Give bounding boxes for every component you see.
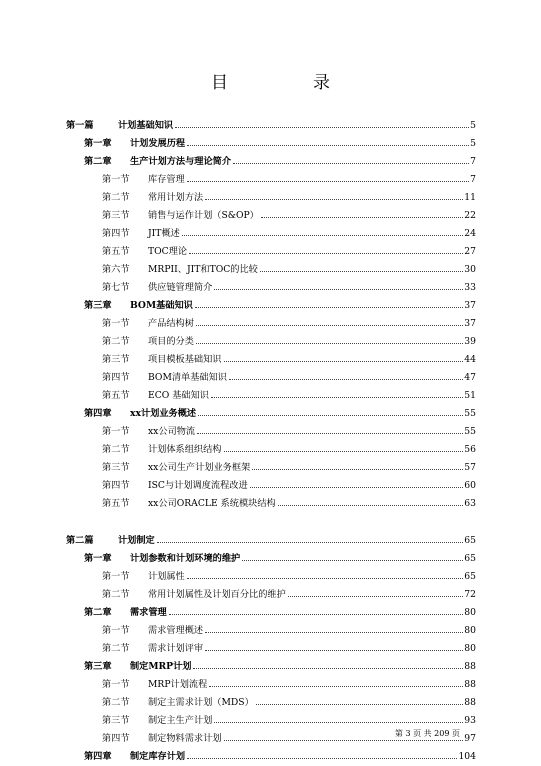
toc-entry-number: 第一节	[102, 174, 130, 185]
toc-entry-number: 第二节	[102, 697, 130, 708]
toc-entry-page: 24	[464, 228, 476, 239]
toc-entry-page: 56	[464, 444, 476, 455]
toc-entry[interactable]	[66, 221, 476, 239]
toc-entry-label: 计划参数和计划环境的维护	[130, 553, 241, 564]
toc-entry[interactable]	[66, 347, 476, 365]
toc-entry[interactable]	[66, 383, 476, 401]
toc-entry[interactable]	[66, 185, 476, 203]
toc-entry[interactable]	[66, 491, 476, 509]
toc-entry-page: 80	[464, 625, 476, 636]
toc-entry-page: 33	[464, 282, 476, 293]
toc-entry-label: 制定库存计划	[130, 751, 186, 762]
dot-leader	[169, 613, 464, 615]
dot-leader	[189, 252, 463, 254]
toc-entry[interactable]	[66, 528, 476, 546]
toc-entry-page: 5	[470, 120, 476, 131]
toc-entry-label: BOM清单基础知识	[148, 372, 227, 383]
dot-leader	[214, 721, 463, 723]
toc-entry-number: 第五节	[102, 246, 130, 257]
toc-entry-label: ISC与计划调度流程改进	[148, 480, 248, 491]
toc-entry[interactable]	[66, 636, 476, 654]
toc-entry-page: 37	[464, 318, 476, 329]
toc-entry-page: 88	[464, 697, 476, 708]
dot-leader	[193, 667, 463, 669]
toc-entry[interactable]	[66, 744, 476, 762]
toc-entry[interactable]	[66, 600, 476, 618]
toc-entry-number: 第三章	[84, 300, 112, 311]
toc-entry[interactable]	[66, 167, 476, 185]
toc-entry-label: 制定主生产计划	[148, 715, 213, 726]
toc-entry[interactable]	[66, 275, 476, 293]
toc-entry-page: 27	[464, 246, 476, 257]
toc-entry-label: TOC理论	[148, 246, 188, 257]
dot-leader	[187, 180, 469, 182]
toc-entry-label: ECO 基础知识	[148, 390, 209, 401]
toc-entry-number: 第七节	[102, 282, 130, 293]
toc-entry-page: 80	[464, 643, 476, 654]
toc-entry[interactable]	[66, 113, 476, 131]
toc-entry-page: 60	[464, 480, 476, 491]
toc-entry-number: 第一节	[102, 571, 130, 582]
toc-entry[interactable]	[66, 546, 476, 564]
toc-entry-page: 55	[464, 408, 476, 419]
toc-entry-page: 57	[464, 462, 476, 473]
toc-entry-label: xx公司物流	[148, 426, 196, 437]
toc-entry-label: 需求管理概述	[148, 625, 204, 636]
toc-entry-label: 项目的分类	[148, 336, 194, 347]
toc-entry[interactable]	[66, 672, 476, 690]
dot-leader	[261, 216, 463, 218]
toc-entry[interactable]	[66, 311, 476, 329]
toc-entry[interactable]	[66, 365, 476, 383]
toc-entry-label: 制定物料需求计划	[148, 733, 222, 744]
toc-entry[interactable]	[66, 455, 476, 473]
toc-entry-page: 63	[464, 498, 476, 509]
dot-leader	[211, 396, 463, 398]
dot-leader	[157, 541, 464, 543]
dot-leader	[187, 577, 464, 579]
dot-leader	[187, 757, 457, 759]
toc-entry[interactable]	[66, 239, 476, 257]
toc-entry[interactable]	[66, 293, 476, 311]
toc-entry-label: BOM基础知识	[130, 300, 193, 311]
toc-entry-label: xx计划业务概述	[130, 408, 197, 419]
toc-entry-number: 第六节	[102, 264, 130, 275]
toc-entry-page: 80	[464, 607, 476, 618]
toc-entry-number: 第四章	[84, 751, 112, 762]
toc-entry-page: 11	[464, 192, 476, 203]
dot-leader	[252, 468, 463, 470]
dot-leader	[250, 486, 464, 488]
dot-leader	[175, 126, 469, 128]
dot-leader	[209, 685, 463, 687]
toc-entry-number: 第四节	[102, 733, 130, 744]
dot-leader	[233, 162, 469, 164]
toc-entry-number: 第一篇	[66, 120, 94, 131]
dot-leader	[242, 559, 463, 561]
toc-entry-number: 第三节	[102, 210, 130, 221]
dot-leader	[229, 378, 463, 380]
toc-entry-page: 55	[464, 426, 476, 437]
toc-entry-page: 5	[470, 138, 476, 149]
toc-entry-label: 制定主需求计划（MDS）	[148, 697, 254, 708]
dot-leader	[224, 739, 464, 741]
toc-entry-label: MRP计划流程	[148, 679, 208, 690]
toc-entry-label: 项目模板基础知识	[148, 354, 222, 365]
dot-leader	[278, 504, 464, 506]
toc-entry-page: 44	[464, 354, 476, 365]
dot-leader	[196, 342, 463, 344]
toc-entry-number: 第二节	[102, 589, 130, 600]
toc-entry-number: 第五节	[102, 498, 130, 509]
toc-entry-number: 第一节	[102, 426, 130, 437]
toc-entry-number: 第四章	[84, 408, 112, 419]
toc-entry-label: xx公司生产计划业务框架	[148, 462, 251, 473]
toc-entry-page: 37	[464, 300, 476, 311]
toc-entry-label: 库存管理	[148, 174, 185, 185]
toc-entry[interactable]	[66, 131, 476, 149]
toc-entry-number: 第二节	[102, 444, 130, 455]
dot-leader	[214, 288, 463, 290]
toc-entry[interactable]	[66, 257, 476, 275]
toc-entry-page: 88	[464, 679, 476, 690]
toc-title: 目 录	[211, 73, 364, 93]
toc-entry-label: 计划属性	[148, 571, 185, 582]
toc-entry[interactable]	[66, 203, 476, 221]
toc-entry-page: 30	[464, 264, 476, 275]
toc-entry-label: 计划发展历程	[130, 138, 186, 149]
dot-leader	[205, 198, 463, 200]
toc-entry-page: 7	[470, 156, 476, 167]
toc-entry-page: 47	[464, 372, 476, 383]
toc-entry-number: 第三章	[84, 661, 112, 672]
toc-entry-label: 制定MRP计划	[130, 661, 192, 672]
toc-entry-number: 第四节	[102, 372, 130, 383]
dot-leader	[224, 450, 464, 452]
toc-entry-page: 51	[464, 390, 476, 401]
dot-leader	[205, 649, 463, 651]
toc-entry-page: 65	[464, 571, 476, 582]
page-footer: 第 3 页 共 209 页	[394, 729, 460, 738]
toc-entry[interactable]	[66, 708, 476, 726]
toc-entry-label: 常用计划属性及计划百分比的维护	[148, 589, 286, 600]
toc-entry[interactable]	[66, 149, 476, 167]
toc-entry-page: 88	[464, 661, 476, 672]
toc-entry-number: 第四节	[102, 480, 130, 491]
toc-entry-number: 第二节	[102, 643, 130, 654]
toc-entry-number: 第二章	[84, 607, 112, 618]
toc-entry-page: 93	[464, 715, 476, 726]
toc-entry[interactable]	[66, 618, 476, 636]
dot-leader	[197, 432, 463, 434]
dot-leader	[256, 703, 464, 705]
toc-entry-page: 7	[470, 174, 476, 185]
table-of-contents	[66, 113, 476, 762]
dot-leader	[260, 270, 463, 272]
toc-entry-number: 第三节	[102, 354, 130, 365]
toc-entry[interactable]	[66, 654, 476, 672]
toc-entry-number: 第一节	[102, 318, 130, 329]
toc-entry-number: 第五节	[102, 390, 130, 401]
toc-entry-number: 第一节	[102, 679, 130, 690]
toc-entry-label: MRPII、JIT和TOC的比较	[148, 264, 258, 275]
toc-entry[interactable]	[66, 690, 476, 708]
toc-entry[interactable]	[66, 473, 476, 491]
toc-entry[interactable]	[66, 437, 476, 455]
toc-entry[interactable]	[66, 419, 476, 437]
dot-leader	[195, 306, 463, 308]
dot-leader	[205, 631, 463, 633]
toc-entry-number: 第二章	[84, 156, 112, 167]
toc-entry[interactable]	[66, 329, 476, 347]
toc-entry-label: 生产计划方法与理论简介	[130, 156, 232, 167]
toc-entry-label: 计划制定	[118, 535, 155, 546]
dot-leader	[196, 324, 463, 326]
dot-leader	[224, 360, 464, 362]
toc-entry-label: 常用计划方法	[148, 192, 204, 203]
toc-entry-label: 产品结构树	[148, 318, 194, 329]
toc-entry-label: 供应链管理简介	[148, 282, 213, 293]
toc-entry-label: JIT概述	[148, 228, 180, 239]
toc-entry-page: 104	[458, 751, 476, 762]
toc-entry-page: 39	[464, 336, 476, 347]
toc-entry-label: xx公司ORACLE 系统模块结构	[148, 498, 276, 509]
toc-entry-page: 65	[464, 535, 476, 546]
dot-leader	[288, 595, 463, 597]
dot-leader	[198, 414, 463, 416]
toc-entry-label: 销售与运作计划（S&OP）	[148, 210, 259, 221]
toc-entry[interactable]	[66, 564, 476, 582]
toc-entry-number: 第三节	[102, 715, 130, 726]
toc-entry-number: 第一章	[84, 138, 112, 149]
toc-entry-label: 计划基础知识	[118, 120, 174, 131]
toc-entry-number: 第一章	[84, 553, 112, 564]
toc-entry-number: 第二节	[102, 192, 130, 203]
dot-leader	[187, 144, 469, 146]
toc-entry-number: 第一节	[102, 625, 130, 636]
toc-entry-number: 第二篇	[66, 535, 94, 546]
toc-entry-number: 第四节	[102, 228, 130, 239]
toc-entry-number: 第二节	[102, 336, 130, 347]
toc-entry-number: 第三节	[102, 462, 130, 473]
toc-entry[interactable]	[66, 582, 476, 600]
toc-entry-label: 计划体系组织结构	[148, 444, 222, 455]
toc-entry-page: 97	[464, 733, 476, 744]
dot-leader	[182, 234, 463, 236]
toc-entry-label: 需求管理	[130, 607, 167, 618]
toc-entry-page: 72	[464, 589, 476, 600]
toc-entry-page: 22	[464, 210, 476, 221]
toc-entry-label: 需求计划评审	[148, 643, 204, 654]
toc-entry-page: 65	[464, 553, 476, 564]
toc-entry[interactable]	[66, 401, 476, 419]
